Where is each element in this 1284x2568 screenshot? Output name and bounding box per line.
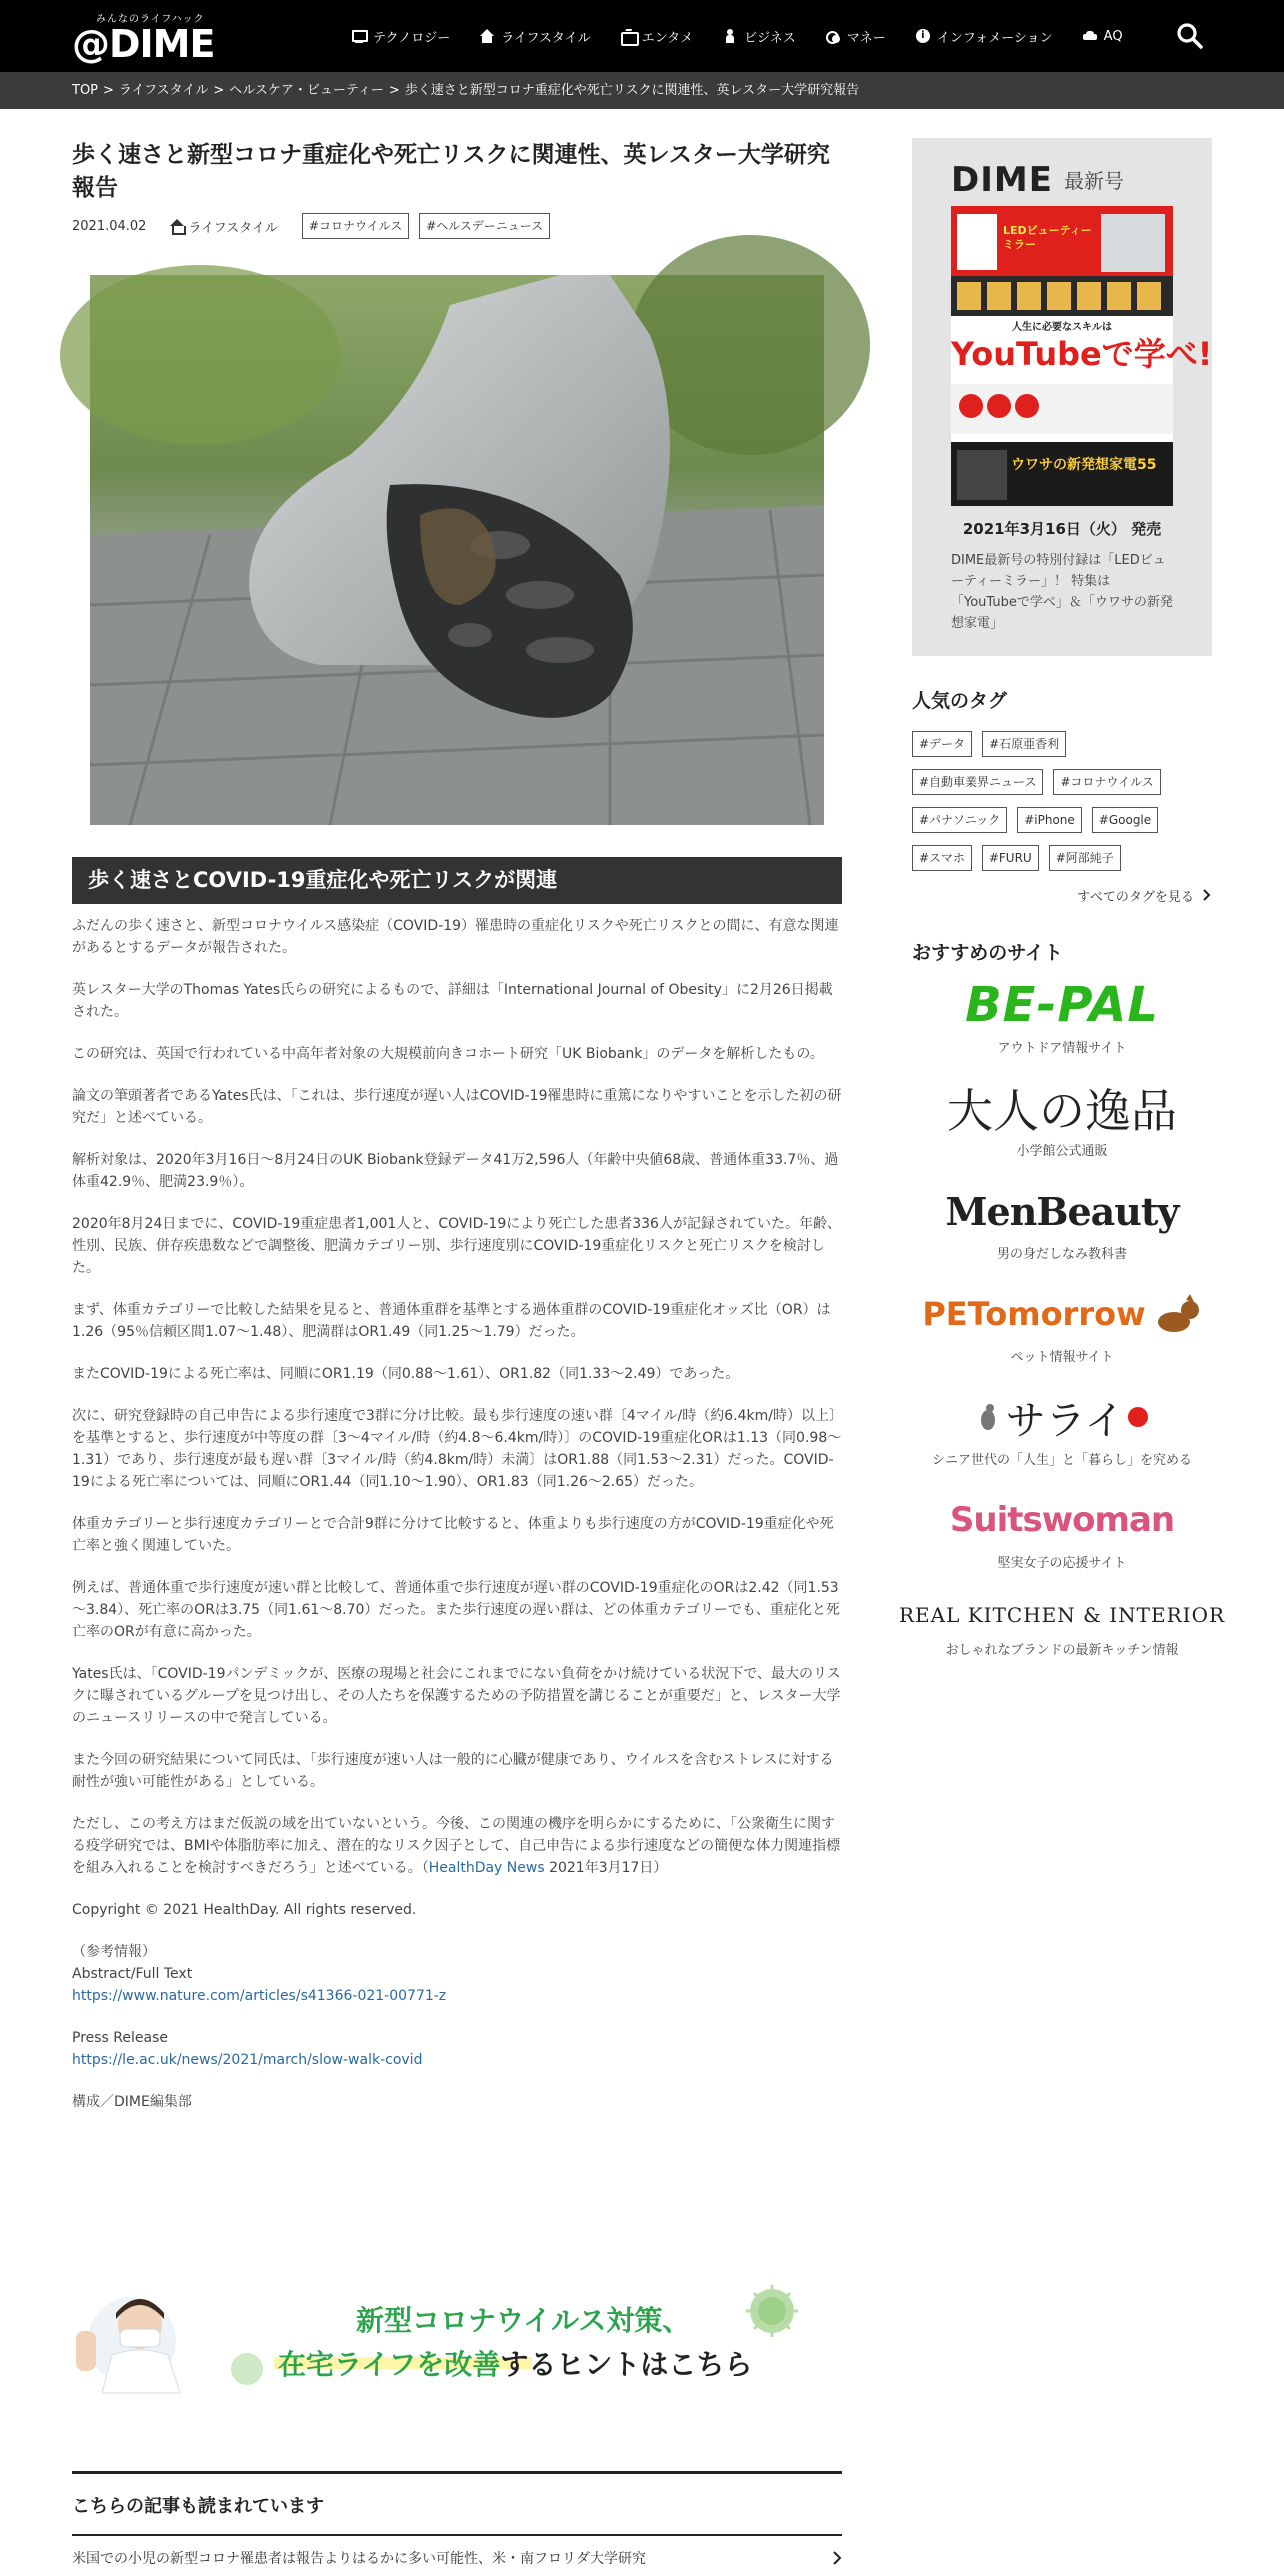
paragraph: 解析対象は、2020年3月16日～8月24日のUK Biobank登録データ41万2,596人（年齢中央値68歳、普通体重33.7％、過体重42.9％、肥満23.9％）。	[72, 1152, 839, 1190]
site-logo	[898, 1595, 1226, 1635]
source-date: 2021年3月17日）	[544, 1860, 668, 1876]
press-label: Press Release	[72, 2030, 168, 2046]
dime-logo[interactable]	[72, 10, 222, 64]
tag-chip[interactable]: #自動車業界ニュース	[912, 769, 1043, 795]
site-caption: アウトドア情報サイト	[997, 1041, 1127, 1056]
tag-chip[interactable]: #データ	[912, 731, 972, 757]
nav-money[interactable]	[826, 27, 886, 46]
copyright: Copyright © 2021 HealthDay. All rights reserved.	[72, 1902, 417, 1918]
logo-text: PETomorrow	[922, 1295, 1146, 1333]
search-button[interactable]	[1176, 22, 1204, 50]
tag-chip[interactable]: #阿部純子	[1049, 845, 1121, 871]
logo-text: Suitswoman	[949, 1500, 1175, 1540]
article-date: 2021.04.02	[72, 218, 147, 234]
car-icon	[1083, 29, 1097, 43]
logo-text: 大人の逸品	[947, 1084, 1177, 1138]
related-articles	[72, 2471, 842, 2568]
related-title: こちらの記事も読まれています	[72, 2496, 324, 2517]
paragraph: Yates氏は、「COVID-19パンデミックが、医療の現場と社会にこれまでにない負荷をかけ続けている状況下で、最大のリスクに曝されているグループを見つけ出し、その人たちを保護するための予防措置を講じることが重要だ」と、レスター大学のニュースリリースの中で発言している。	[72, 1666, 841, 1726]
logo-text: REAL KITCHEN & INTERIOR	[898, 1603, 1226, 1627]
section-heading: 歩く速さとCOVID-19重症化や死亡リスクが関連	[72, 857, 842, 904]
logo-tagline: みんなのライフハック	[96, 14, 205, 25]
popular-tags	[912, 686, 1212, 905]
tag-chip[interactable]: #FURU	[982, 845, 1039, 871]
paragraph: 例えば、普通体重で歩行速度が速い群と比較して、普通体重で歩行速度が遅い群のCOVID-19重症化のORは2.42（同1.53～3.84）、死亡率のORは3.75（同1.61～8.70）だった。また歩行速度の遅い群は、どの体重カテゴリーでも、重症化と死亡率のORが有意に高かった。	[72, 1580, 840, 1640]
tag-chip[interactable]: #iPhone	[1017, 807, 1082, 833]
pet-silhouette-icon	[1152, 1294, 1202, 1334]
info-icon	[916, 29, 930, 43]
site-logo	[912, 1183, 1212, 1239]
breadcrumb-bar	[0, 72, 1284, 109]
related-item[interactable]	[72, 2536, 842, 2568]
logo-text: MenBeauty	[945, 1188, 1179, 1234]
ref-link[interactable]: https://www.nature.com/articles/s41366-021-00771-z	[72, 1988, 447, 2004]
ref-heading: （参考情報）	[72, 1944, 156, 1960]
article-category[interactable]	[170, 217, 277, 236]
article-tag[interactable]: #コロナウイルス	[302, 213, 409, 239]
main-nav	[352, 0, 1153, 72]
logo-text: @DIME	[72, 22, 215, 66]
site-caption: ペット情報サイト	[1010, 1350, 1114, 1365]
tag-chip[interactable]: #パナソニック	[912, 807, 1007, 833]
breadcrumb-separator: >	[103, 83, 114, 98]
sites-title: おすすめのサイト	[912, 942, 1063, 964]
nav-label: エンタメ	[641, 30, 694, 46]
paragraph: 英レスター大学のThomas Yates氏らの研究によるもので、詳細は「International Journal of Obesity」に2月26日掲載された。	[72, 982, 833, 1020]
site-header	[0, 0, 1284, 72]
site-caption: シニア世代の「人生」と「暮らし」を究める	[931, 1453, 1192, 1468]
nav-information[interactable]	[916, 27, 1053, 46]
cover-sub: 人生に必要なスキルは	[1012, 322, 1112, 333]
nav-business[interactable]	[723, 27, 796, 46]
hero-image-sneaker	[90, 275, 824, 825]
article-tag[interactable]: #ヘルスデーニュース	[419, 213, 550, 239]
paragraph: まず、体重カテゴリーで比較した結果を見ると、普通体重群を基準とする過体重群のCOVID-19重症化オッズ比（OR）は1.26（95％信頼区間1.07～1.48）、肥満群はOR1.49（同1.25～1.79）だった。	[72, 1302, 831, 1340]
paragraph: 論文の筆頭著者であるYates氏は、「これは、歩行速度が遅い人はCOVID-19罹患時に重篤になりやすいことを示した初の研究だ」と述べている。	[72, 1088, 842, 1126]
site-logo	[912, 1080, 1212, 1136]
nav-lifestyle[interactable]	[480, 27, 590, 46]
nav-label: ライフスタイル	[501, 30, 591, 46]
site-caption: おしゃれなブランドの最新キッチン情報	[945, 1643, 1179, 1658]
breadcrumb-separator: >	[388, 83, 400, 98]
tv-icon	[621, 29, 635, 43]
ref-label: Abstract/Full Text	[72, 1966, 193, 1982]
nav-label: テクノロジー	[373, 30, 451, 46]
breadcrumb-lifestyle[interactable]: ライフスタイル	[118, 83, 209, 98]
search-icon	[1176, 22, 1204, 50]
nav-entertainment[interactable]	[621, 27, 693, 46]
issue-brand: DIME	[951, 160, 1053, 200]
paragraph: 次に、研究登録時の自己申告による歩行速度で3群に分け比較。最も歩行速度の速い群〔4マイル/時（約6.4km/時）以上〕を基準とすると、歩行速度が中等度の群〔3～4マイル/時（約4.8～6.4km/時）〕のCOVID-19重症化ORは1.13（同0.98～1.31）であり、歩行速度が最も遅い群〔3マイル/時（約4.8km/時）未満〕はOR1.88（同1.53～2.31）だった。COVID-19による死亡率については、同順にOR1.44（同1.10～1.90）、OR1.83（同1.26～2.65）だった。	[72, 1408, 842, 1490]
coins-icon	[826, 29, 840, 43]
recommended-sites	[898, 938, 1226, 1658]
breadcrumb-top[interactable]: TOP	[72, 83, 99, 98]
nav-technology[interactable]	[352, 27, 450, 46]
paragraph-last	[72, 1813, 842, 1879]
paragraph: また今回の研究結果について同氏は、「歩行速度が速い人は一般的に心臓が健康であり、ウイルスを含むストレスに対する耐性が強い可能性がある」としている。	[72, 1752, 834, 1790]
press-link[interactable]: https://le.ac.uk/news/2021/march/slow-walk-covid	[72, 2052, 423, 2068]
paragraph: またCOVID-19による死亡率は、同順にOR1.19（同0.88～1.61）、OR1.82（同1.33～2.49）であった。	[72, 1366, 740, 1382]
bird-icon	[976, 1402, 1000, 1432]
house-icon	[170, 219, 184, 233]
nav-label: マネー	[846, 30, 886, 46]
nav-label: ビジネス	[744, 30, 796, 46]
monitor-icon	[352, 29, 366, 43]
article-meta	[72, 213, 842, 239]
site-suitswoman[interactable]	[912, 1492, 1212, 1571]
site-logo	[912, 977, 1212, 1033]
site-otona-ippin[interactable]	[912, 1080, 1212, 1159]
issue-description: DIME最新号の特別付録は「LEDビューティーミラー」！ 特集は「YouTubeで学べ」＆「ウワサの新発想家電」	[951, 553, 1173, 631]
cover-top: LEDビューティーミラー	[1003, 224, 1092, 251]
magazine-cover[interactable]	[951, 206, 1213, 506]
banner-rest: するヒントはこちら	[500, 2348, 753, 2381]
site-real-kitchen[interactable]	[898, 1595, 1226, 1658]
press-link-wrap	[72, 2049, 842, 2071]
more-tags-label: すべてのタグを見る	[1077, 890, 1194, 905]
banner-line2	[278, 2343, 752, 2383]
logo-text: BE-PAL	[965, 977, 1159, 1033]
site-bepal[interactable]	[912, 977, 1212, 1056]
cover-headline: YouTubeで学べ!	[951, 335, 1213, 373]
related-item-title: 米国での小児の新型コロナ罹患者は報告よりはるかに多い可能性、米・南フロリダ大学研究	[72, 2551, 646, 2567]
issue-date: 2021年3月16日（火） 発売	[962, 520, 1162, 538]
paragraph: 2020年8月24日までに、COVID-19重症患者1,001人と、COVID-19により死亡した患者336人が記録されていた。年齢、性別、民族、併存疾患数などで調整後、肥満カテゴリー別、歩行速度別にCOVID-19重症化リスクと死亡リスクを検討した。	[72, 1216, 841, 1276]
site-caption: 男の身だしなみ教科書	[996, 1247, 1127, 1262]
breadcrumb-separator: >	[213, 83, 225, 98]
breadcrumb-healthcare[interactable]: ヘルスケア・ビューティー	[229, 83, 384, 98]
person-icon	[723, 29, 737, 43]
covid-banner[interactable]	[72, 2291, 816, 2393]
article-body	[72, 915, 842, 2133]
house-icon	[480, 29, 494, 43]
source-link[interactable]: HealthDay News	[428, 1860, 545, 1876]
category-label: ライフスタイル	[188, 220, 278, 236]
site-logo	[912, 1492, 1212, 1548]
nav-label: インフォメーション	[936, 30, 1053, 46]
banner-line1: 新型コロナウイルス対策、	[356, 2304, 691, 2337]
chevron-right-icon	[1202, 889, 1212, 901]
tag-chip[interactable]: #Google	[1092, 807, 1158, 833]
site-serai[interactable]	[912, 1389, 1212, 1468]
site-caption: 小学館公式通販	[1016, 1144, 1108, 1159]
breadcrumb-current: 歩く速さと新型コロナ重症化や死亡リスクに関連性、英レスター大学研究報告	[404, 83, 860, 98]
paragraph-text: ただし、この考え方はまだ仮説の域を出ていないという。今後、この関連の機序を明らかにするために、「公衆衛生に関する疫学研究では、BMIや体脂肪率に加え、潜在的なリスク因子として、自己申告による歩行速度などの簡便な体力関連指標を組み入れることを検討すべきだろう」と述べている。（	[72, 1816, 841, 1876]
logo-text: サライ	[1005, 1397, 1125, 1444]
ref-link-wrap	[72, 1985, 842, 2007]
nav-label: AQ	[1103, 28, 1123, 44]
credit: 構成／DIME編集部	[72, 2094, 192, 2110]
banner-highlight: 在宅ライフを改善	[278, 2348, 501, 2381]
site-menbeauty[interactable]	[912, 1183, 1212, 1262]
breadcrumb	[72, 72, 859, 109]
tags-list	[912, 731, 1212, 883]
tag-chip[interactable]: #石原亜香利	[982, 731, 1066, 757]
site-petomorrow[interactable]	[912, 1286, 1212, 1365]
issue-label: 最新号	[1064, 169, 1124, 193]
paragraph: この研究は、英国で行われている中高年者対象の大規模前向きコホート研究「UK Biobank」のデータを解析したもの。	[72, 1046, 824, 1062]
tags-title: 人気のタグ	[912, 690, 1008, 712]
article-title: 歩く速さと新型コロナ重症化や死亡リスクに関連性、英レスター大学研究報告	[72, 142, 830, 201]
latest-issue[interactable]	[912, 138, 1212, 656]
cover-bottom: ウワサの新発想家電55	[1011, 457, 1157, 473]
chevron-right-icon	[832, 2551, 842, 2565]
site-logo	[912, 1286, 1212, 1342]
site-caption: 堅実女子の応援サイト	[997, 1556, 1127, 1571]
paragraph: 体重カテゴリーと歩行速度カテゴリーとで合計9群に分けて比較すると、体重よりも歩行速度の方がCOVID-19重症化や死亡率と強く関連していた。	[72, 1516, 834, 1554]
nav-aq[interactable]	[1083, 29, 1123, 44]
site-logo	[912, 1389, 1212, 1445]
tag-chip[interactable]: #コロナウイルス	[1053, 769, 1160, 795]
jp-badge-icon	[1128, 1407, 1148, 1427]
paragraph: ふだんの歩く速さと、新型コロナウイルス感染症（COVID-19）罹患時の重症化リスクや死亡リスクとの間に、有意な関連があるとするデータが報告された。	[72, 918, 839, 956]
more-tags-link[interactable]	[912, 886, 1212, 905]
tag-chip[interactable]: #スマホ	[912, 845, 972, 871]
